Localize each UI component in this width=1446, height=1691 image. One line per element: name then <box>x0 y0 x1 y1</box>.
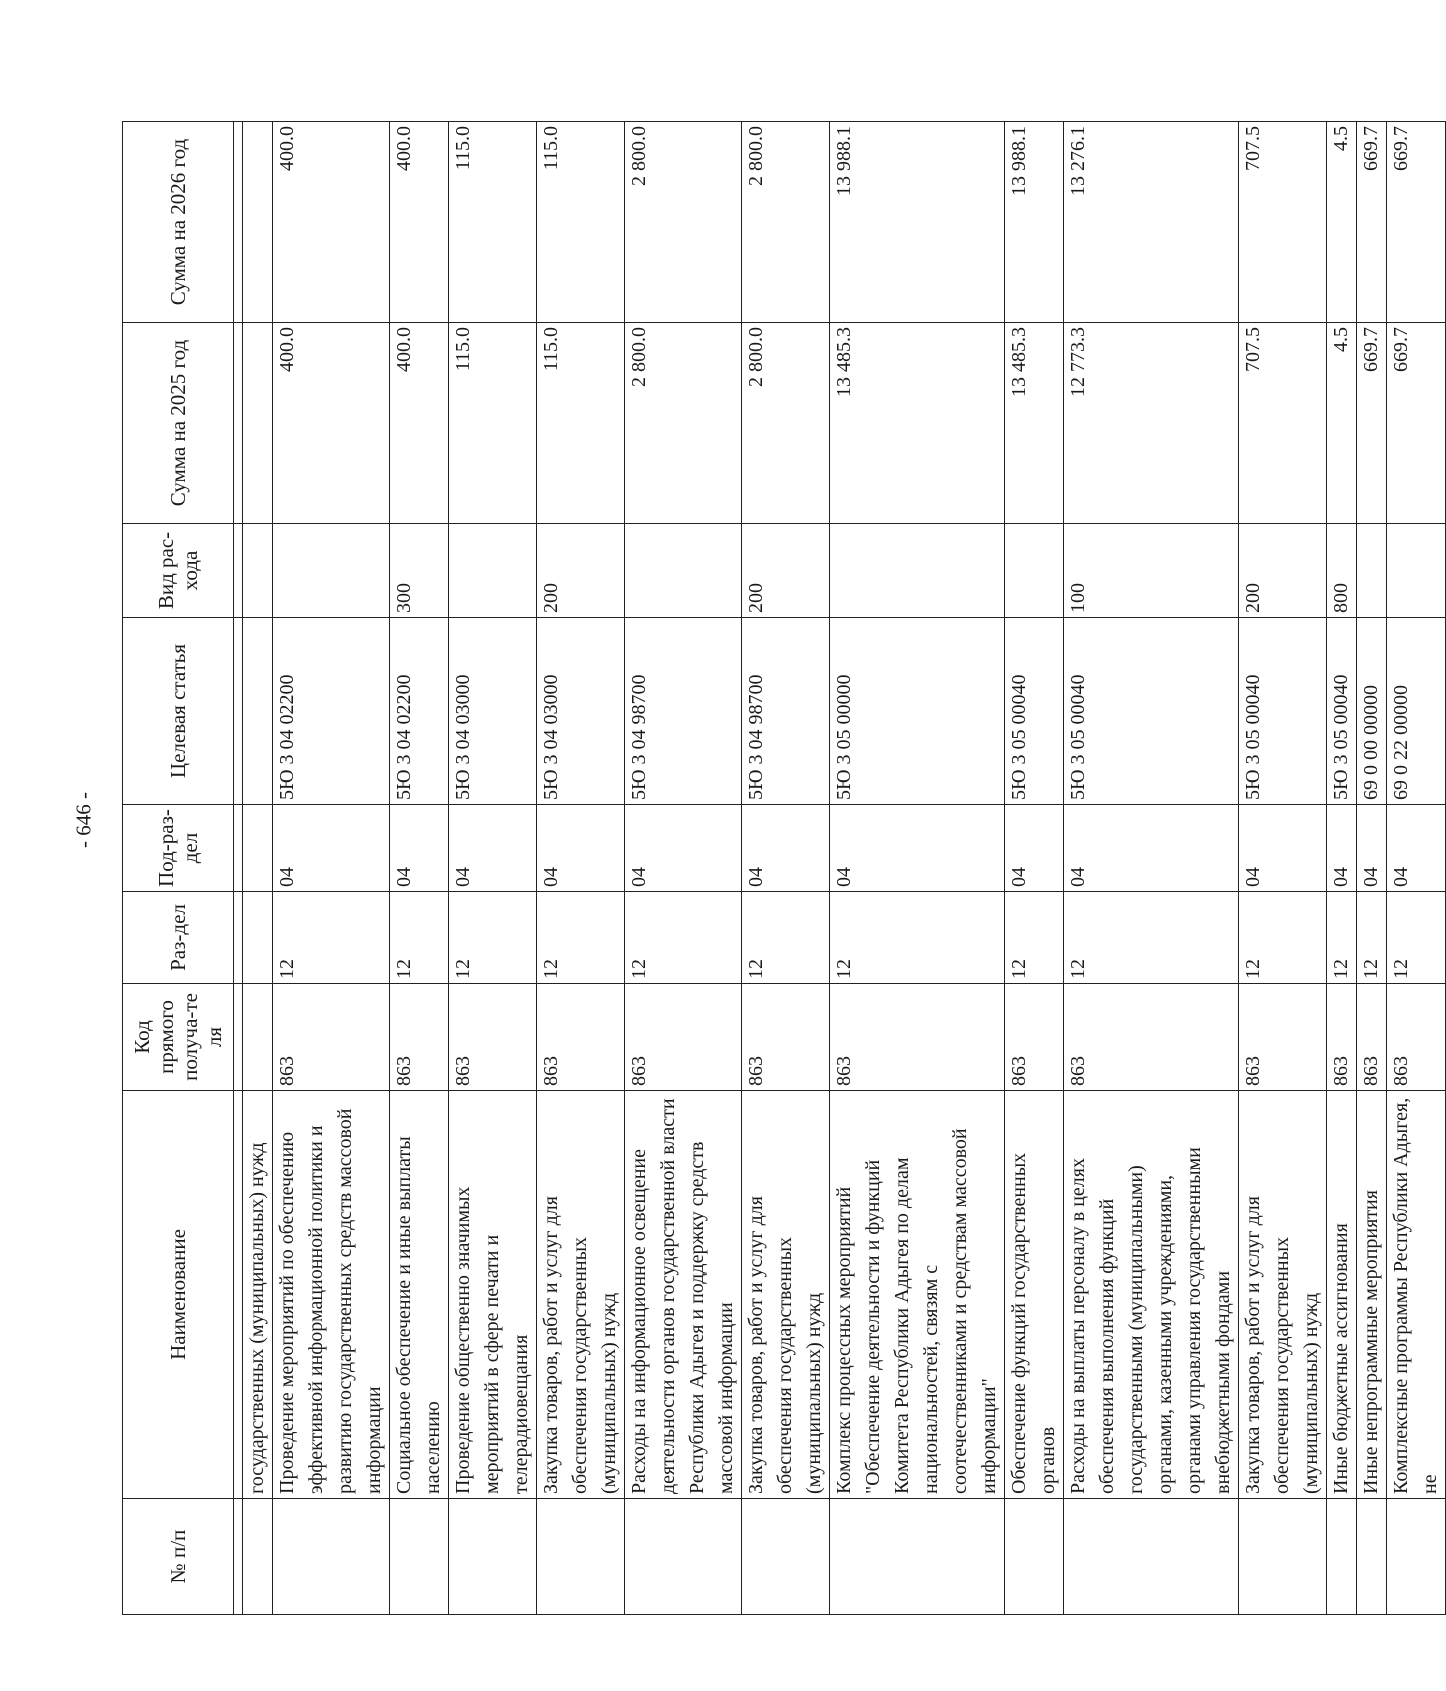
rotated-table-wrapper <box>122 122 1446 1615</box>
cell-subsection: 04 <box>625 805 742 892</box>
table-row <box>390 122 449 1615</box>
cell-no <box>537 1499 625 1615</box>
cell-exp-type <box>1357 524 1387 618</box>
cell-name: Расходы на информационное освещение деятельности органов государственной власти Республики Адыгея и поддержку средств массовой информации <box>625 1091 742 1499</box>
table-row <box>1387 122 1446 1615</box>
cell-section: 12 <box>742 892 830 984</box>
cell-exp-type: 200 <box>537 524 625 618</box>
cell-recipient: 863 <box>390 984 449 1091</box>
cell-sum2026: 13 276.1 <box>1064 122 1239 323</box>
cell-sum2025: 2 800.0 <box>625 323 742 524</box>
cell-target: 5Ю 3 05 00040 <box>1327 618 1357 805</box>
cell-target <box>243 618 273 805</box>
col-header-no: № п/п <box>123 1499 234 1615</box>
cell-name: Проведение общественно значимых мероприятий в сфере печати и телерадиовещания <box>449 1091 537 1499</box>
cell-recipient: 863 <box>830 984 1005 1091</box>
cell-sum2025: 400.0 <box>390 323 449 524</box>
table-row <box>1239 122 1327 1615</box>
cell-exp-type <box>243 524 273 618</box>
cell-subsection <box>243 805 273 892</box>
col-header-recipient: Код прямого получа-те ля <box>123 984 234 1091</box>
cell-no <box>1387 1499 1446 1615</box>
cell-section: 12 <box>537 892 625 984</box>
cell-subsection: 04 <box>449 805 537 892</box>
cell-recipient: 863 <box>1327 984 1357 1091</box>
cell-sum2025: 2 800.0 <box>742 323 830 524</box>
cell-name: Проведение мероприятий по обеспечению эффективной информационной политики и развитию государственных средств массовой информации <box>273 1091 390 1499</box>
cell-sum2025: 115.0 <box>537 323 625 524</box>
cell-target: 5Ю 3 04 98700 <box>625 618 742 805</box>
col-header-target: Целевая статья <box>123 618 234 805</box>
cell-exp-type: 100 <box>1064 524 1239 618</box>
cell-subsection: 04 <box>537 805 625 892</box>
cell-recipient: 863 <box>449 984 537 1091</box>
cell-subsection: 04 <box>1064 805 1239 892</box>
cell-name: Иные непрограммные мероприятия <box>1357 1091 1387 1499</box>
cell-name: Обеспечение функций государственных органов <box>1005 1091 1064 1499</box>
cell-sum2026: 669.7 <box>1357 122 1387 323</box>
cell-sum2025: 13 485.3 <box>1005 323 1064 524</box>
cell-target: 5Ю 3 05 00040 <box>1064 618 1239 805</box>
cell-sum2025: 12 773.3 <box>1064 323 1239 524</box>
cell-section: 12 <box>1064 892 1239 984</box>
cell-sum2026: 4.5 <box>1327 122 1357 323</box>
col-header-sum2026: Сумма на 2026 год <box>123 122 234 323</box>
col-header-section: Раз-дел <box>123 892 234 984</box>
cell-sum2026: 400.0 <box>390 122 449 323</box>
cell-exp-type <box>1387 524 1446 618</box>
cell-name: Расходы на выплаты персоналу в целях обеспечения выполнения функций государственными (муниципальными) органами, казенными учреждениями, органами управления государственными внебюджетными фондами <box>1064 1091 1239 1499</box>
cell-sum2026: 707.5 <box>1239 122 1327 323</box>
cell-name: Комплексные программы Республики Адыгея, не <box>1387 1091 1446 1499</box>
cell-no <box>1064 1499 1239 1615</box>
table-row <box>742 122 830 1615</box>
cell-name: Закупка товаров, работ и услуг для обеспечения государственных (муниципальных) нужд <box>537 1091 625 1499</box>
col-header-name: Наименование <box>123 1091 234 1499</box>
cell-section: 12 <box>1239 892 1327 984</box>
cell-section <box>243 892 273 984</box>
page-number: - 646 - <box>71 792 96 848</box>
cell-recipient: 863 <box>1357 984 1387 1091</box>
cell-subsection: 04 <box>1357 805 1387 892</box>
cell-target: 5Ю 3 04 03000 <box>449 618 537 805</box>
cell-section: 12 <box>390 892 449 984</box>
cell-subsection: 04 <box>742 805 830 892</box>
cell-recipient: 863 <box>1239 984 1327 1091</box>
cell-section: 12 <box>273 892 390 984</box>
table-row <box>625 122 742 1615</box>
cell-subsection: 04 <box>390 805 449 892</box>
table-row <box>273 122 390 1615</box>
cell-no <box>1327 1499 1357 1615</box>
cell-no <box>273 1499 390 1615</box>
cell-name: Иные бюджетные ассигнования <box>1327 1091 1357 1499</box>
table-row <box>830 122 1005 1615</box>
cell-recipient: 863 <box>1005 984 1064 1091</box>
cell-exp-type: 200 <box>1239 524 1327 618</box>
cell-section: 12 <box>830 892 1005 984</box>
cell-name: Комплекс процессных мероприятий "Обеспечение деятельности и функций Комитета Республики Адыгея по делам национальностей, связям с соотечественниками и средствам массовой информации" <box>830 1091 1005 1499</box>
cell-section: 12 <box>449 892 537 984</box>
cell-exp-type: 300 <box>390 524 449 618</box>
cell-section: 12 <box>1387 892 1446 984</box>
table-body <box>234 122 1446 1615</box>
cell-sum2026 <box>243 122 273 323</box>
cell-sum2025: 669.7 <box>1387 323 1446 524</box>
table-row <box>1005 122 1064 1615</box>
cell-name: Социальное обеспечение и иные выплаты населению <box>390 1091 449 1499</box>
table-row <box>243 122 273 1615</box>
cell-sum2025: 115.0 <box>449 323 537 524</box>
cell-sum2026: 669.7 <box>1387 122 1446 323</box>
cell-recipient: 863 <box>1064 984 1239 1091</box>
cell-subsection: 04 <box>273 805 390 892</box>
cell-target: 5Ю 3 04 02200 <box>390 618 449 805</box>
cell-section: 12 <box>1357 892 1387 984</box>
cell-target: 5Ю 3 05 00040 <box>1239 618 1327 805</box>
col-header-sum2025: Сумма на 2025 год <box>123 323 234 524</box>
cell-name: Закупка товаров, работ и услуг для обеспечения государственных (муниципальных) нужд <box>1239 1091 1327 1499</box>
cell-exp-type <box>830 524 1005 618</box>
cell-no <box>1357 1499 1387 1615</box>
cell-no <box>449 1499 537 1615</box>
cell-sum2026: 400.0 <box>273 122 390 323</box>
table-row <box>1064 122 1239 1615</box>
col-header-exp-type: Вид рас-хода <box>123 524 234 618</box>
cell-sum2026: 115.0 <box>449 122 537 323</box>
cell-sum2025: 707.5 <box>1239 323 1327 524</box>
table-row <box>1357 122 1387 1615</box>
cell-target: 5Ю 3 05 00000 <box>830 618 1005 805</box>
cell-sum2026: 2 800.0 <box>625 122 742 323</box>
cell-sum2025: 13 485.3 <box>830 323 1005 524</box>
table-row <box>537 122 625 1615</box>
cell-recipient: 863 <box>537 984 625 1091</box>
budget-table <box>122 121 1446 1615</box>
cell-recipient: 863 <box>625 984 742 1091</box>
cell-no <box>742 1499 830 1615</box>
cell-no <box>390 1499 449 1615</box>
cell-no <box>1005 1499 1064 1615</box>
cell-sum2025: 4.5 <box>1327 323 1357 524</box>
col-header-subsection: Под-раз-дел <box>123 805 234 892</box>
cell-target: 5Ю 3 04 02200 <box>273 618 390 805</box>
cell-no <box>625 1499 742 1615</box>
cell-exp-type <box>1005 524 1064 618</box>
cell-recipient: 863 <box>273 984 390 1091</box>
cell-target: 5Ю 3 04 03000 <box>537 618 625 805</box>
cell-target: 5Ю 3 04 98700 <box>742 618 830 805</box>
cell-section: 12 <box>625 892 742 984</box>
cell-subsection: 04 <box>1387 805 1446 892</box>
cell-target: 5Ю 3 05 00040 <box>1005 618 1064 805</box>
cell-exp-type <box>273 524 390 618</box>
table-row <box>449 122 537 1615</box>
cell-subsection: 04 <box>1005 805 1064 892</box>
cell-section: 12 <box>1005 892 1064 984</box>
cell-exp-type: 800 <box>1327 524 1357 618</box>
cell-sum2026: 13 988.1 <box>1005 122 1064 323</box>
cell-target: 69 0 22 00000 <box>1387 618 1446 805</box>
cell-exp-type <box>449 524 537 618</box>
cell-sum2026: 115.0 <box>537 122 625 323</box>
table-spacer-row <box>234 122 243 1615</box>
cell-subsection: 04 <box>1327 805 1357 892</box>
cell-target: 69 0 00 00000 <box>1357 618 1387 805</box>
cell-subsection: 04 <box>830 805 1005 892</box>
cell-exp-type <box>625 524 742 618</box>
cell-no <box>830 1499 1005 1615</box>
cell-recipient: 863 <box>1387 984 1446 1091</box>
cell-name: Закупка товаров, работ и услуг для обеспечения государственных (муниципальных) нужд <box>742 1091 830 1499</box>
cell-name: государственных (муниципальных) нужд <box>243 1091 273 1499</box>
cell-recipient: 863 <box>742 984 830 1091</box>
cell-no <box>243 1499 273 1615</box>
table-header-row <box>123 122 234 1615</box>
cell-sum2025: 400.0 <box>273 323 390 524</box>
cell-subsection: 04 <box>1239 805 1327 892</box>
cell-sum2026: 2 800.0 <box>742 122 830 323</box>
cell-sum2025: 669.7 <box>1357 323 1387 524</box>
cell-section: 12 <box>1327 892 1357 984</box>
cell-no <box>1239 1499 1327 1615</box>
cell-exp-type: 200 <box>742 524 830 618</box>
cell-recipient <box>243 984 273 1091</box>
cell-sum2025 <box>243 323 273 524</box>
table-row <box>1327 122 1357 1615</box>
cell-sum2026: 13 988.1 <box>830 122 1005 323</box>
